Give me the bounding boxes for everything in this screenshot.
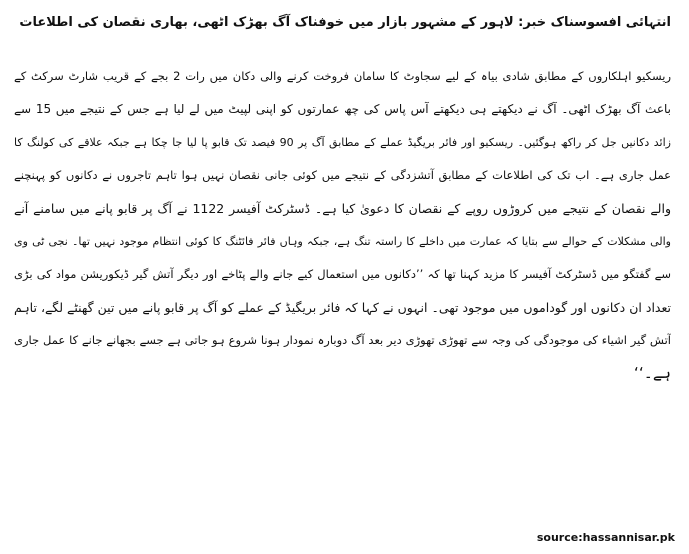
article-body	[14, 60, 671, 390]
body-line: سے گفتگو میں ڈسٹرکٹ آفیسر کا مزید کہنا تھا کہ ’’دکانوں میں استعمال کیے جانے والے پٹاخے اور دیگر آتش گیر ڈیکوریشن مواد کی بڑی	[14, 267, 671, 281]
body-line: باعث آگ بھڑک اٹھی۔ آگ نے دیکھتے ہی دیکھتے آس پاس کی چھ عمارتوں کو اپنی لپیٹ میں لے لیا ہے جس کے نتیجے میں 15 سے	[14, 102, 671, 116]
body-line: ریسکیو اہلکاروں کے مطابق شادی بیاہ کے لیے سجاوٹ کا سامان فروخت کرنے والی دکان میں رات 2 بجے کے قریب شارٹ سرکٹ کے	[14, 69, 671, 83]
body-line: ہے۔‘‘	[633, 364, 671, 382]
article-headline: انتہائی افسوسناک خبر: لاہور کے مشہور بازار میں خوفناک آگ بھڑک اٹھی، بھاری نقصان کی اطلاعات	[19, 15, 671, 30]
body-line: زائد دکانیں جل کر راکھ ہوگئیں۔ ریسکیو اور فائر بریگیڈ عملے کے مطابق آگ پر 90 فیصد تک قابو پا لیا جا چکا ہے جبکہ علاقے کی کولنگ کا	[14, 136, 671, 149]
body-line: عمل جاری ہے۔ اب تک کی اطلاعات کے مطابق آتشزدگی کے نتیجے میں کوئی جانی نقصان نہیں ہوا تاہم تاجروں نے دکانوں کو پہنچنے	[14, 168, 671, 182]
body-line: والے نقصان کے نتیجے میں کروڑوں روپے کے نقصان کا دعویٰ کیا ہے۔ ڈسٹرکٹ آفیسر 1122 نے آگ پر قابو پانے میں سامنے آنے	[14, 201, 671, 216]
source-credit: source:hassannisar.pk	[536, 531, 675, 544]
body-line: والی مشکلات کے حوالے سے بتایا کہ عمارت میں داخلے کا راستہ تنگ ہے، جبکہ وہاں فائر فائٹنگ کا کوئی انتظام موجود نہیں تھا۔ نجی ٹی وی	[14, 235, 671, 248]
body-line: آتش گیر اشیاء کی موجودگی کی وجہ سے تھوڑی تھوڑی دیر بعد آگ دوبارہ نمودار ہونا شروع ہو جاتی ہے جسے بجھانے جانے کا عمل جاری	[14, 333, 671, 347]
body-line: تعداد ان دکانوں اور گوداموں میں موجود تھی۔ انہوں نے کہا کہ فائر بریگیڈ کے عملے کو آگ پر قابو پانے میں تین گھنٹے لگے، تاہم	[14, 300, 671, 315]
